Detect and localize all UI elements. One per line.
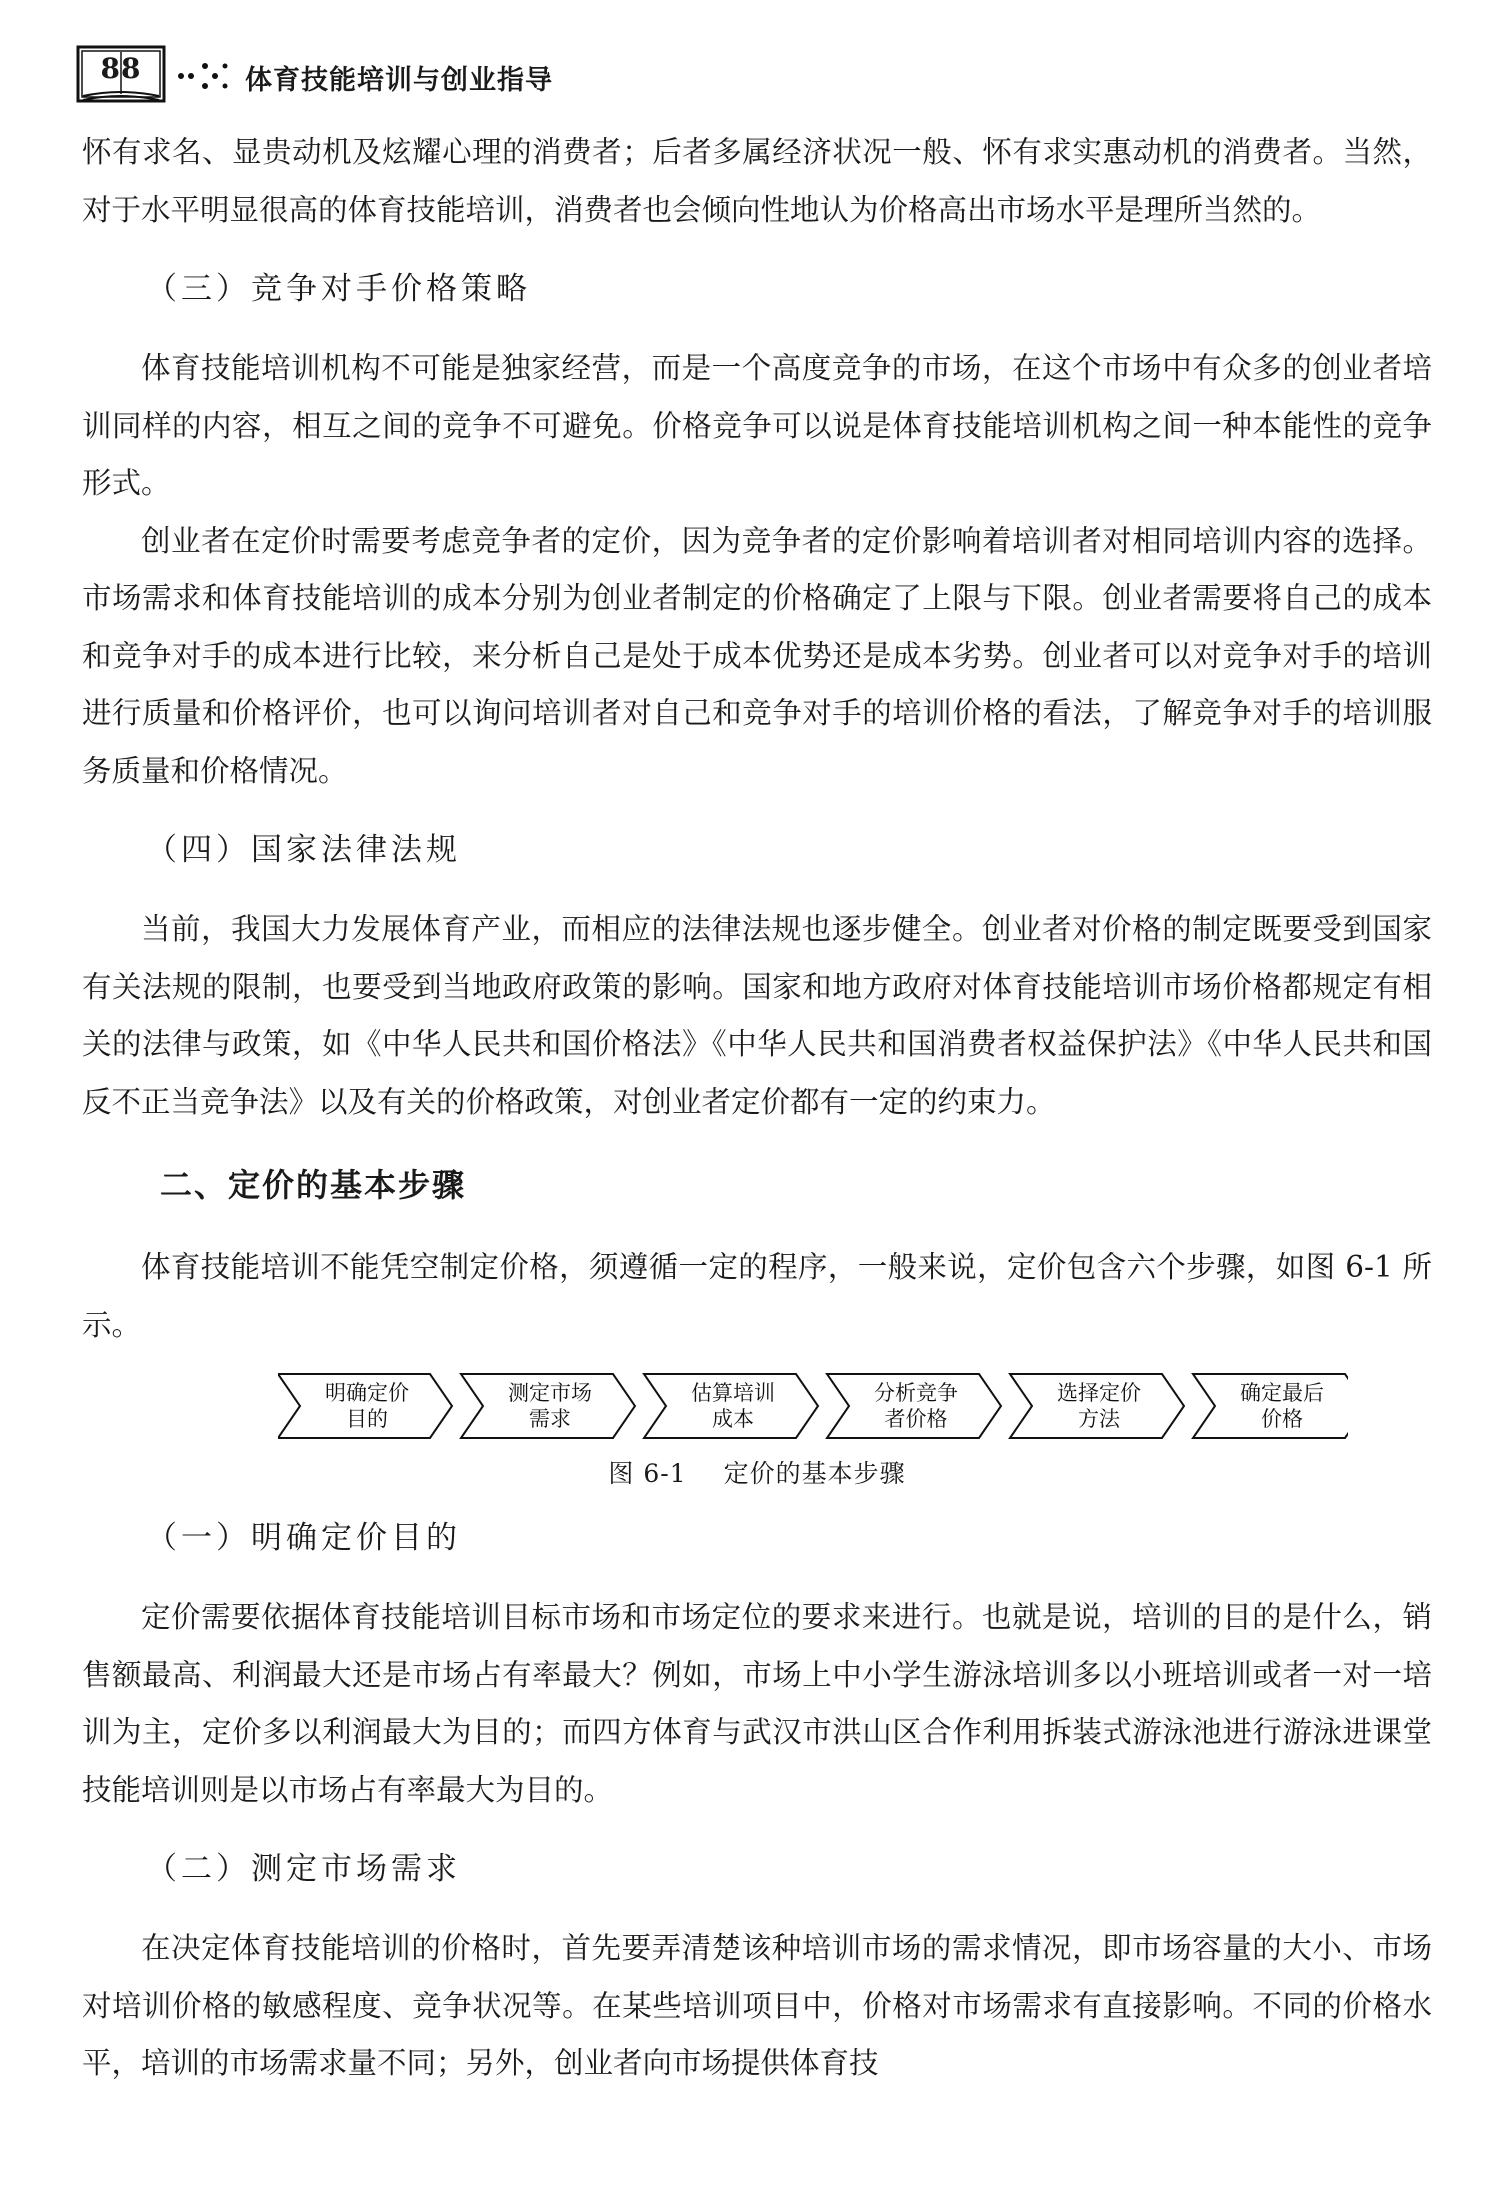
flow-step-label: 目的 [346, 1407, 388, 1431]
section-heading-competitor: （三）竞争对手价格策略 [146, 271, 531, 307]
paragraph-steps: 体育技能培训不能凭空制定价格，须遵循一定的程序，一般来说，定价包含六个步骤，如图 6-1 所示。 [82, 1250, 1432, 1342]
page-number: 88 [100, 52, 142, 85]
running-title: 体育技能培训与创业指导 [245, 65, 553, 96]
flow-step-label: 明确定价 [325, 1381, 409, 1405]
flow-step-label: 需求 [529, 1407, 571, 1431]
flow-step-label: 方法 [1078, 1407, 1120, 1431]
pricing-steps-flow [278, 1370, 1348, 1442]
decorative-dots-icon [175, 58, 235, 94]
flow-step-label: 确定最后 [1240, 1381, 1324, 1405]
flow-step-5 [1010, 1374, 1184, 1438]
paragraph-competitor-1: 体育技能培训机构不可能是独家经营，而是一个高度竞争的市场，在这个市场中有众多的创业者培训同样的内容，相互之间的竞争不可避免。价格竞争可以说是体育技能培训机构之间一种本能性的竞争形式。 [82, 351, 1432, 500]
flow-step-label: 测定市场 [508, 1381, 592, 1405]
figure-caption [82, 1454, 1432, 1490]
figure-caption-text: 定价的基本步骤 [723, 1459, 906, 1488]
paragraph-demand: 在决定体育技能培训的价格时，首先要弄清楚该种培训市场的需求情况，即市场容量的大小、市场对培训价格的敏感程度、竞争状况等。在某些培训项目中，价格对市场需求有直接影响。不同的价格水平，培训的市场需求量不同；另外，创业者向市场提供体育技 [82, 1931, 1432, 2080]
flow-step-label: 价格 [1261, 1407, 1303, 1431]
paragraph-competitor-2: 创业者在定价时需要考虑竞争者的定价，因为竞争者的定价影响着培训者对相同培训内容的选择。市场需求和体育技能培训的成本分别为创业者制定的价格确定了上限与下限。创业者需要将自己的成本和竞争对手的成本进行比较，来分析自己是处于成本优势还是成本劣势。创业者可以对竞争对手的培训进行质量和价格评价，也可以询问培训者对自己和竞争对手的培训价格的看法，了解竞争对手的培训服务质量和价格情况。 [82, 523, 1432, 788]
flow-step-label: 者价格 [884, 1407, 948, 1431]
flow-step-label: 成本 [712, 1407, 754, 1431]
paragraph-law: 当前，我国大力发展体育产业，而相应的法律法规也逐步健全。创业者对价格的制定既要受到国家有关法规的限制，也要受到当地政府政策的影响。国家和地方政府对体育技能培训市场价格都规定有相关的法律与政策，如《中华人民共和国价格法》《中华人民共和国消费者权益保护法》《中华人民共和国反不正当竞争法》以及有关的价格政策，对创业者定价都有一定的约束力。 [82, 912, 1432, 1119]
section-heading-goal: （一）明确定价目的 [146, 1520, 461, 1556]
paragraph-goal: 定价需要依据体育技能培训目标市场和市场定位的要求来进行。也就是说，培训的目的是什么，销售额最高、利润最大还是市场占有率最大？例如，市场上中小学生游泳培训多以小班培训或者一对一培训为主，定价多以利润最大为目的；而四方体育与武汉市洪山区合作利用拆装式游泳池进行游泳进课堂技能培训则是以市场占有率最大为目的。 [82, 1600, 1432, 1807]
paragraph-intro: 怀有求名、显贵动机及炫耀心理的消费者；后者多属经济状况一般、怀有求实惠动机的消费者。当然，对于水平明显很高的体育技能培训，消费者也会倾向性地认为价格高出市场水平是理所当然的。 [82, 135, 1432, 227]
flow-step-6 [1193, 1374, 1348, 1438]
flow-step-1 [278, 1374, 452, 1438]
chapter-heading-steps: 二、定价的基本步骤 [160, 1166, 467, 1204]
flow-step-label: 估算培训 [691, 1381, 775, 1405]
figure-caption-number: 图 6-1 [608, 1459, 687, 1488]
flow-step-label: 分析竞争 [874, 1381, 958, 1405]
figure-pricing-steps [82, 1362, 1432, 1510]
flow-step-4 [827, 1374, 1001, 1438]
flow-step-2 [461, 1374, 635, 1438]
section-heading-law: （四）国家法律法规 [146, 832, 461, 868]
page-content [82, 124, 1432, 2093]
flow-step-label: 选择定价 [1057, 1381, 1141, 1405]
flow-step-3 [644, 1374, 818, 1438]
page-header [75, 44, 1435, 114]
section-heading-demand: （二）测定市场需求 [146, 1851, 461, 1887]
